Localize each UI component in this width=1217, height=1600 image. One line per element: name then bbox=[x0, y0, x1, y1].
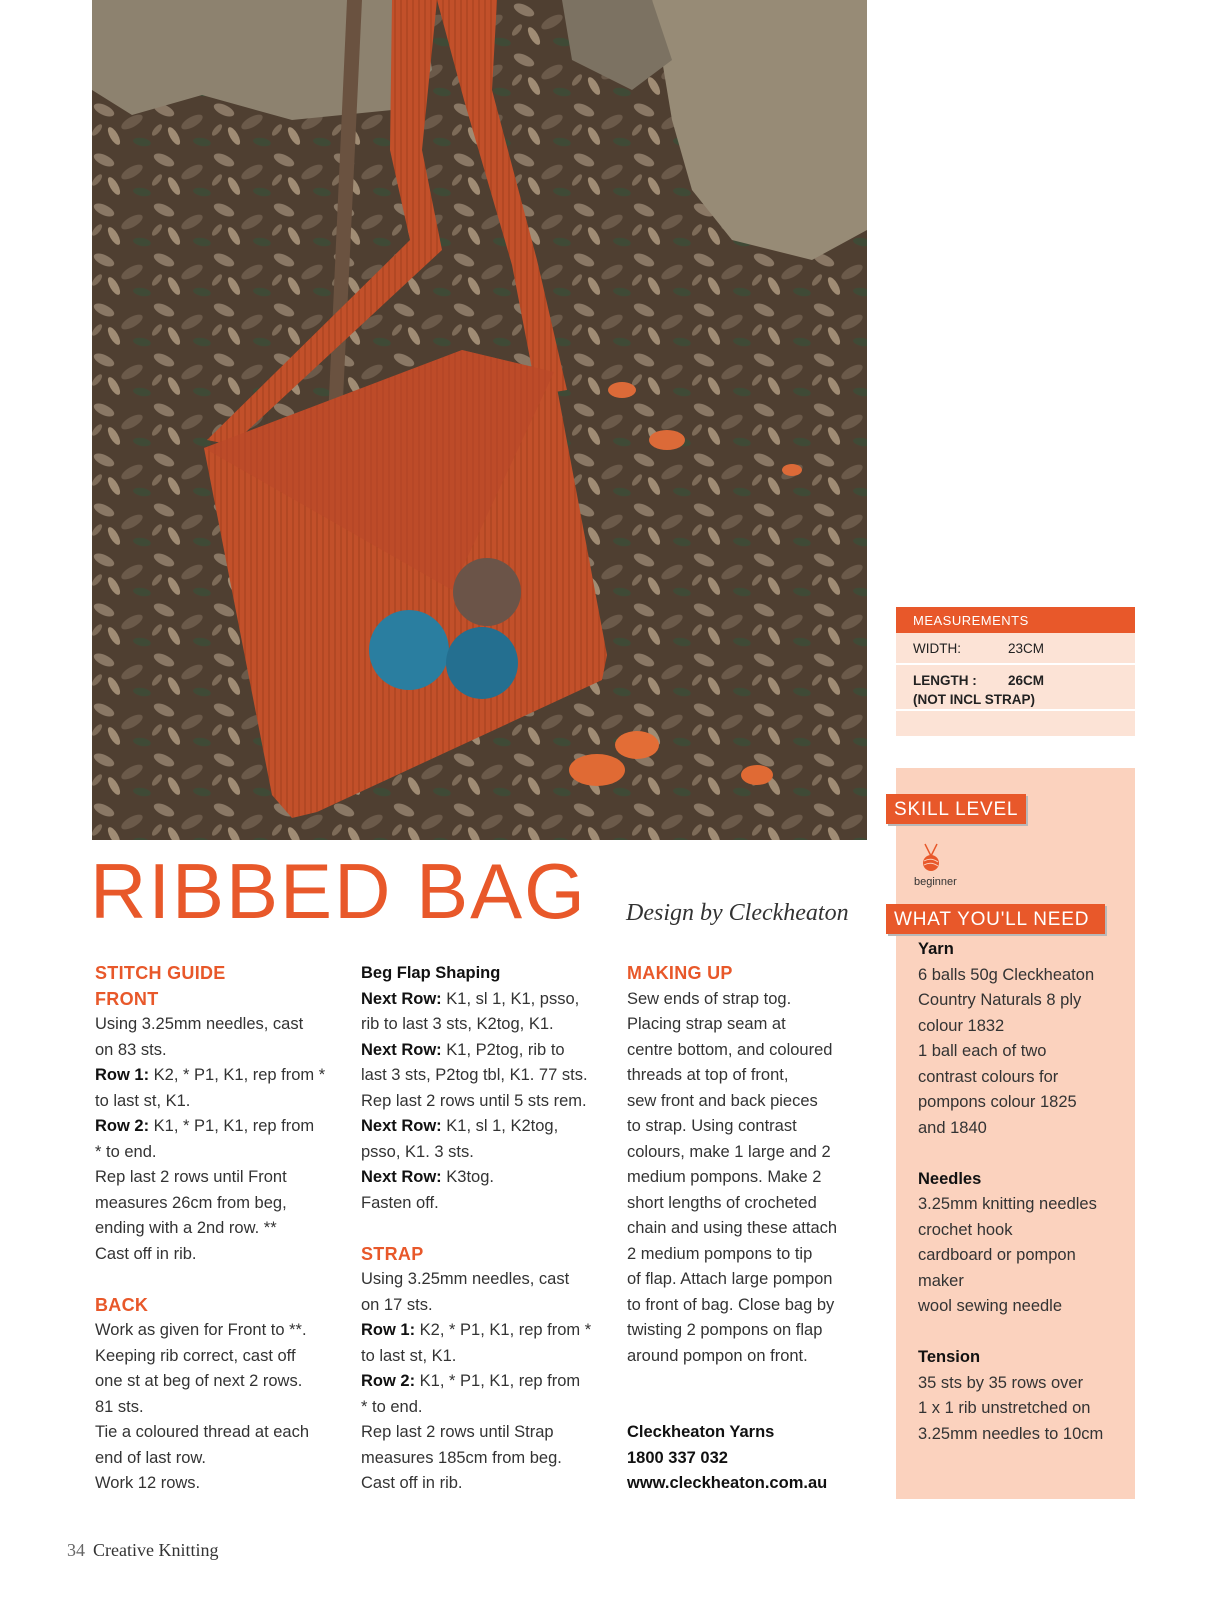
row-label: Row 1: bbox=[361, 1321, 416, 1339]
text-line: 3.25mm needles to 10cm bbox=[918, 1424, 1104, 1443]
contact-block bbox=[627, 1420, 877, 1497]
instruction-row bbox=[361, 987, 619, 1013]
text-line: to strap. Using contrast bbox=[627, 1117, 797, 1135]
text-line: Cast off in rib. bbox=[95, 1244, 197, 1263]
contact-website-link[interactable]: www.cleckheaton.com.au bbox=[627, 1474, 828, 1492]
column-making-up bbox=[627, 961, 877, 1497]
contact-phone[interactable]: 1800 337 032 bbox=[627, 1448, 728, 1467]
text-line: crochet hook bbox=[918, 1220, 1013, 1239]
instruction-row bbox=[95, 1063, 345, 1089]
text-line: Using 3.25mm needles, cast bbox=[361, 1270, 570, 1288]
instruction-row bbox=[361, 1038, 619, 1064]
row-label: Next Row: bbox=[361, 1168, 442, 1186]
materials-list bbox=[918, 937, 1128, 1447]
text-line: on 83 sts. bbox=[95, 1040, 167, 1059]
text-line: colours, make 1 large and 2 bbox=[627, 1142, 831, 1161]
length-note: (NOT INCL STRAP) bbox=[913, 692, 1035, 707]
row-label: Next Row: bbox=[361, 1040, 442, 1059]
text-line: Tie a coloured thread at each bbox=[95, 1423, 310, 1441]
instruction-row bbox=[361, 1114, 619, 1140]
row-label: Next Row: bbox=[361, 1117, 442, 1135]
page-number: 34 bbox=[67, 1540, 85, 1560]
text-line: short lengths of crocheted bbox=[627, 1193, 817, 1212]
text-line: Rep last 2 rows until Strap bbox=[361, 1423, 554, 1441]
contact-company: Cleckheaton Yarns bbox=[627, 1423, 775, 1441]
column-stitch-guide bbox=[95, 961, 345, 1497]
instruction-row bbox=[361, 1318, 619, 1344]
text-line: threads at top of front, bbox=[627, 1066, 789, 1084]
instruction-row bbox=[361, 1369, 619, 1395]
making-up-heading: MAKING UP bbox=[627, 963, 733, 983]
text-line: Fasten off. bbox=[361, 1193, 439, 1212]
text-line: to last st, K1. bbox=[361, 1346, 457, 1365]
instruction-row bbox=[361, 1165, 619, 1191]
text-line: 2 medium pompons to tip bbox=[627, 1244, 813, 1263]
text-line: around pompon on front. bbox=[627, 1346, 808, 1365]
text-line: Rep last 2 rows until Front bbox=[95, 1168, 287, 1186]
page-footer bbox=[67, 1540, 218, 1561]
text-line: Cast off in rib. bbox=[361, 1474, 463, 1492]
text-line: of flap. Attach large pompon bbox=[627, 1270, 833, 1288]
text-line: 1 x 1 rib unstretched on bbox=[918, 1399, 1091, 1417]
instruction-row bbox=[95, 1114, 345, 1140]
length-label: LENGTH : bbox=[913, 673, 977, 688]
text-line: Work 12 rows. bbox=[95, 1474, 201, 1492]
measurements-heading: MEASUREMENTS bbox=[896, 607, 1135, 633]
yarn-ball-icon bbox=[918, 842, 944, 872]
yarn-heading: Yarn bbox=[918, 940, 954, 958]
text-line: and 1840 bbox=[918, 1118, 987, 1137]
text-line: Keeping rib correct, cast off bbox=[95, 1346, 296, 1365]
row-text: K1, * P1, K1, rep from bbox=[149, 1117, 315, 1135]
text-line: centre bottom, and coloured bbox=[627, 1040, 833, 1059]
text-line: to last st, K1. bbox=[95, 1091, 191, 1110]
row-label: Row 2: bbox=[361, 1372, 416, 1390]
row-label: Row 2: bbox=[95, 1117, 150, 1135]
text-line: one st at beg of next 2 rows. bbox=[95, 1372, 303, 1390]
strap-heading: STRAP bbox=[361, 1243, 424, 1264]
length-value: 26CM bbox=[1008, 673, 1045, 688]
text-line: Work as given for Front to **. bbox=[95, 1321, 307, 1339]
measurement-length-row bbox=[896, 665, 1135, 711]
text-line: contrast colours for bbox=[918, 1067, 1059, 1086]
text-line: * to end. bbox=[361, 1397, 423, 1416]
what-youll-need-heading: WHAT YOU'LL NEED bbox=[886, 904, 1105, 934]
text-line: to front of bag. Close bag by bbox=[627, 1295, 835, 1314]
row-label: Next Row: bbox=[361, 989, 442, 1008]
text-line: colour 1832 bbox=[918, 1016, 1005, 1035]
column-flap-strap bbox=[361, 961, 619, 1497]
row-text: K1, P2tog, rib to bbox=[441, 1040, 565, 1059]
text-line: Sew ends of strap tog. bbox=[627, 989, 792, 1008]
text-line: 1 ball each of two bbox=[918, 1042, 1047, 1060]
measurements-box bbox=[896, 607, 1135, 736]
row-text: K1, * P1, K1, rep from bbox=[415, 1372, 581, 1390]
text-line: 81 sts. bbox=[95, 1397, 144, 1416]
designer-credit: Design by Cleckheaton bbox=[626, 900, 849, 926]
text-line: 3.25mm knitting needles bbox=[918, 1195, 1097, 1213]
text-line: medium pompons. Make 2 bbox=[627, 1168, 822, 1186]
text-line: end of last row. bbox=[95, 1448, 206, 1467]
text-line: Rep last 2 rows until 5 sts rem. bbox=[361, 1091, 587, 1110]
skill-level-heading: SKILL LEVEL bbox=[886, 794, 1026, 824]
text-line: chain and using these attach bbox=[627, 1219, 838, 1237]
row-text: K1, sl 1, K2tog, bbox=[441, 1117, 559, 1135]
text-line: 6 balls 50g Cleckheaton bbox=[918, 965, 1095, 984]
text-line: on 17 sts. bbox=[361, 1295, 433, 1314]
needles-heading: Needles bbox=[918, 1169, 982, 1188]
row-text: K3tog. bbox=[441, 1168, 494, 1186]
text-line: pompons colour 1825 bbox=[918, 1093, 1077, 1111]
row-label: Row 1: bbox=[95, 1066, 150, 1084]
text-line: Country Naturals 8 ply bbox=[918, 991, 1082, 1009]
text-line: Using 3.25mm needles, cast bbox=[95, 1015, 304, 1033]
bag-photo-illustration bbox=[92, 0, 867, 840]
text-line: rib to last 3 sts, K2tog, K1. bbox=[361, 1015, 554, 1033]
text-line: last 3 sts, P2tog tbl, K1. 77 sts. bbox=[361, 1066, 588, 1084]
text-line: * to end. bbox=[95, 1142, 157, 1161]
text-line: sew front and back pieces bbox=[627, 1091, 818, 1110]
text-line: ending with a 2nd row. ** bbox=[95, 1219, 277, 1237]
skill-level-value: beginner bbox=[914, 876, 957, 888]
text-line: psso, K1. 3 sts. bbox=[361, 1142, 474, 1161]
row-text: K1, sl 1, K1, psso, bbox=[441, 989, 580, 1008]
width-label: WIDTH: bbox=[913, 641, 961, 656]
row-text: K2, * P1, K1, rep from * bbox=[149, 1066, 326, 1084]
flap-heading: Beg Flap Shaping bbox=[361, 964, 501, 982]
measurement-width-row bbox=[896, 635, 1135, 665]
stitch-guide-heading: STITCH GUIDE bbox=[95, 963, 226, 983]
text-line: wool sewing needle bbox=[918, 1297, 1063, 1315]
page-title: RIBBED BAG bbox=[90, 847, 587, 935]
text-line: Placing strap seam at bbox=[627, 1015, 786, 1033]
magazine-name: Creative Knitting bbox=[93, 1540, 219, 1560]
front-heading: FRONT bbox=[95, 988, 159, 1009]
bag-photo bbox=[92, 0, 867, 840]
text-line: measures 185cm from beg. bbox=[361, 1448, 562, 1467]
back-heading: BACK bbox=[95, 1294, 149, 1315]
text-line: measures 26cm from beg, bbox=[95, 1193, 287, 1212]
row-text: K2, * P1, K1, rep from * bbox=[415, 1321, 592, 1339]
text-line: cardboard or pompon bbox=[918, 1246, 1076, 1264]
width-value: 23CM bbox=[1008, 641, 1045, 656]
text-line: maker bbox=[918, 1271, 964, 1290]
text-line: 35 sts by 35 rows over bbox=[918, 1373, 1084, 1392]
tension-heading: Tension bbox=[918, 1348, 981, 1366]
text-line: twisting 2 pompons on flap bbox=[627, 1321, 823, 1339]
